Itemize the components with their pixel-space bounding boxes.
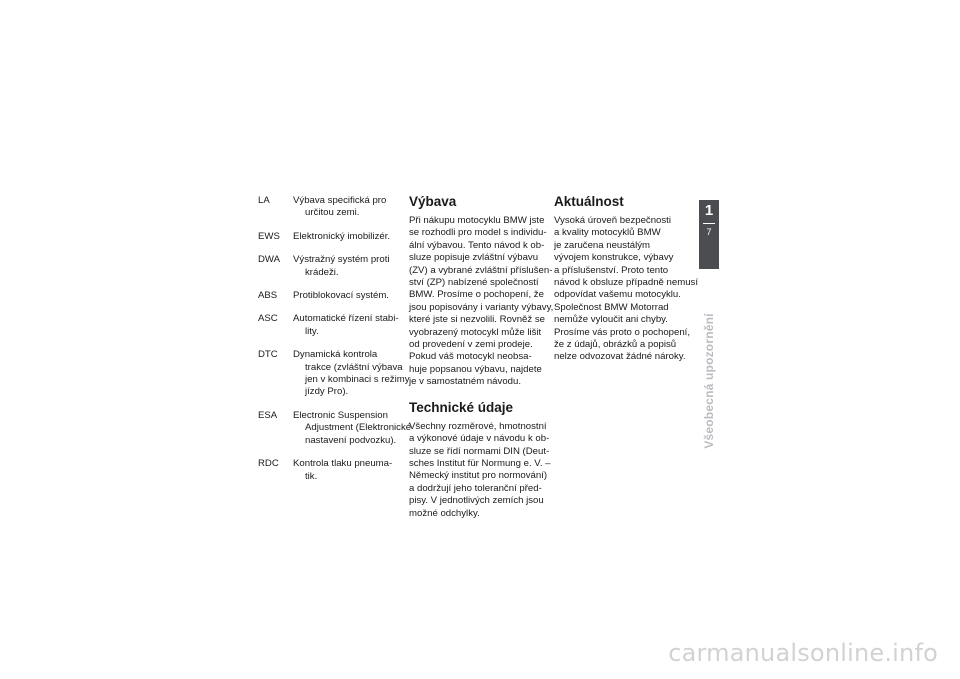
text-line: pisy. V jednotlivých zemích jsou bbox=[409, 495, 544, 507]
abbreviation-key: EWS bbox=[258, 230, 280, 242]
text-line: a kvality motocyklů BMW bbox=[554, 227, 661, 239]
text-line: nastavení podvozku). bbox=[305, 434, 397, 446]
text-line: krádeži. bbox=[305, 266, 339, 278]
abbreviation-row bbox=[258, 230, 391, 243]
watermark: carmanualsonline.info bbox=[668, 639, 938, 667]
abbreviation-key: ASC bbox=[258, 313, 278, 325]
chapter-number: 1 bbox=[704, 202, 714, 219]
text-line: vyobrazený motocykl může lišit bbox=[409, 326, 542, 338]
chapter-side-title: Všeobecná upozornění bbox=[702, 313, 716, 449]
text-line: Německý institut pro normování) bbox=[409, 470, 548, 482]
text-line: Vysoká úroveň bezpečnosti bbox=[554, 215, 671, 226]
text-line: je v samostatném návodu. bbox=[409, 376, 521, 388]
text-line: jen v kombinaci s režimy bbox=[305, 374, 410, 386]
abbreviation-row bbox=[258, 409, 412, 447]
section-body-technicke-udaje bbox=[409, 420, 551, 520]
text-line: Výbava specifická pro bbox=[293, 195, 387, 206]
section-title-technicke-udaje: Technické údaje bbox=[409, 399, 514, 415]
abbreviation-value bbox=[293, 231, 390, 243]
abbreviation-value bbox=[293, 458, 392, 483]
text-line: nemůže vyloučit ani chyby. bbox=[554, 314, 668, 326]
text-line: a příslušenství. Proto tento bbox=[554, 264, 669, 276]
text-line: sluze popisuje zvláštní výbavu bbox=[409, 252, 539, 264]
abbreviation-value bbox=[293, 195, 386, 220]
text-line: Prosíme vás proto o pochopení, bbox=[554, 326, 690, 338]
text-line: vývojem konstrukce, výbavy bbox=[554, 252, 674, 264]
text-line: které jste si nezvolili. Rovněž se bbox=[409, 314, 545, 326]
text-line: že z údajů, obrázků a popisů bbox=[554, 339, 677, 351]
text-line: Automatické řízení stabi- bbox=[293, 313, 399, 325]
text-line: huje popsanou výbavu, najdete bbox=[409, 363, 542, 375]
abbreviation-value bbox=[293, 313, 399, 338]
text-line: Protiblokovací systém. bbox=[293, 290, 389, 302]
text-line: BMW. Prosíme o pochopení, že bbox=[409, 289, 544, 301]
chapter-tab bbox=[699, 200, 719, 269]
chapter-divider bbox=[703, 223, 715, 224]
text-line: Všechny rozměrové, hmotnostní bbox=[409, 420, 547, 432]
text-line: trakce (zvláštní výbava bbox=[305, 361, 403, 373]
abbreviation-row bbox=[258, 290, 389, 302]
abbreviation-value bbox=[293, 290, 389, 302]
text-line: Adjustment (Elektronické bbox=[305, 422, 412, 434]
text-line: a výkonové údaje v návodu k ob- bbox=[409, 433, 550, 445]
page-number: 7 bbox=[706, 227, 712, 237]
text-line: sluze se řídí normami DIN (Deut- bbox=[409, 445, 550, 457]
text-line: Electronic Suspension bbox=[293, 409, 388, 421]
abbreviation-row bbox=[258, 458, 393, 483]
text-line: ální výbavou. Tento návod k ob- bbox=[409, 239, 545, 251]
text-line: Výstražný systém proti bbox=[293, 254, 390, 266]
abbreviation-row bbox=[258, 195, 387, 220]
text-line: (ZV) a vybrané zvláštní příslušen- bbox=[409, 264, 553, 276]
text-line: je zaručena neustálým bbox=[554, 239, 650, 251]
abbreviation-key: LA bbox=[258, 195, 270, 206]
section-title-vybava: Výbava bbox=[409, 194, 457, 209]
text-line: tik. bbox=[305, 470, 318, 482]
text-line: nelze odvozovat žádné nároky. bbox=[554, 351, 686, 363]
section-body-aktualnost bbox=[554, 215, 698, 364]
text-line: jízdy Pro). bbox=[305, 386, 349, 398]
abbreviation-row bbox=[258, 254, 390, 279]
abbreviation-value bbox=[293, 349, 410, 399]
abbreviation-key: DTC bbox=[258, 349, 278, 361]
text-line: od provedení v zemi prodeje. bbox=[409, 339, 533, 351]
text-line: návod k obsluze případně nemusí bbox=[554, 277, 698, 289]
abbreviation-key: ESA bbox=[258, 409, 278, 421]
abbreviation-row bbox=[258, 349, 410, 399]
text-line: ství (ZP) nabízené společností bbox=[409, 277, 539, 289]
text-line: Při nákupu motocyklu BMW jste bbox=[409, 215, 545, 226]
text-line: se rozhodli pro model s individu- bbox=[409, 227, 547, 239]
abbreviation-key: ABS bbox=[258, 290, 278, 302]
abbreviation-key: DWA bbox=[258, 254, 281, 266]
abbreviation-key: RDC bbox=[258, 458, 279, 470]
text-line: určitou zemi. bbox=[305, 207, 360, 219]
text-line: a dodržují jeho toleranční před- bbox=[409, 482, 542, 494]
text-line: lity. bbox=[305, 325, 319, 337]
abbreviation-value bbox=[293, 254, 390, 279]
text-line: možné odchylky. bbox=[409, 507, 480, 519]
text-line: Kontrola tlaku pneuma- bbox=[293, 458, 393, 470]
middle-column bbox=[409, 194, 554, 520]
abbreviation-list bbox=[258, 195, 412, 494]
text-line: odpovídat vašemu motocyklu. bbox=[554, 289, 681, 301]
text-line: Dynamická kontrola bbox=[293, 349, 378, 361]
text-line: sches Institut für Normung e. V. – bbox=[409, 457, 551, 469]
text-line: Společnost BMW Motorrad bbox=[554, 301, 669, 313]
section-title-aktualnost: Aktuálnost bbox=[554, 194, 624, 209]
text-line: Pokud váš motocykl neobsa- bbox=[409, 351, 532, 363]
right-column bbox=[554, 194, 698, 364]
abbreviation-value bbox=[293, 410, 411, 447]
section-body-vybava bbox=[409, 215, 554, 389]
text-line: jsou popisovány i varianty výbavy, bbox=[409, 301, 554, 313]
text-line: Elektronický imobilizér. bbox=[293, 230, 391, 242]
abbreviation-row bbox=[258, 313, 399, 338]
